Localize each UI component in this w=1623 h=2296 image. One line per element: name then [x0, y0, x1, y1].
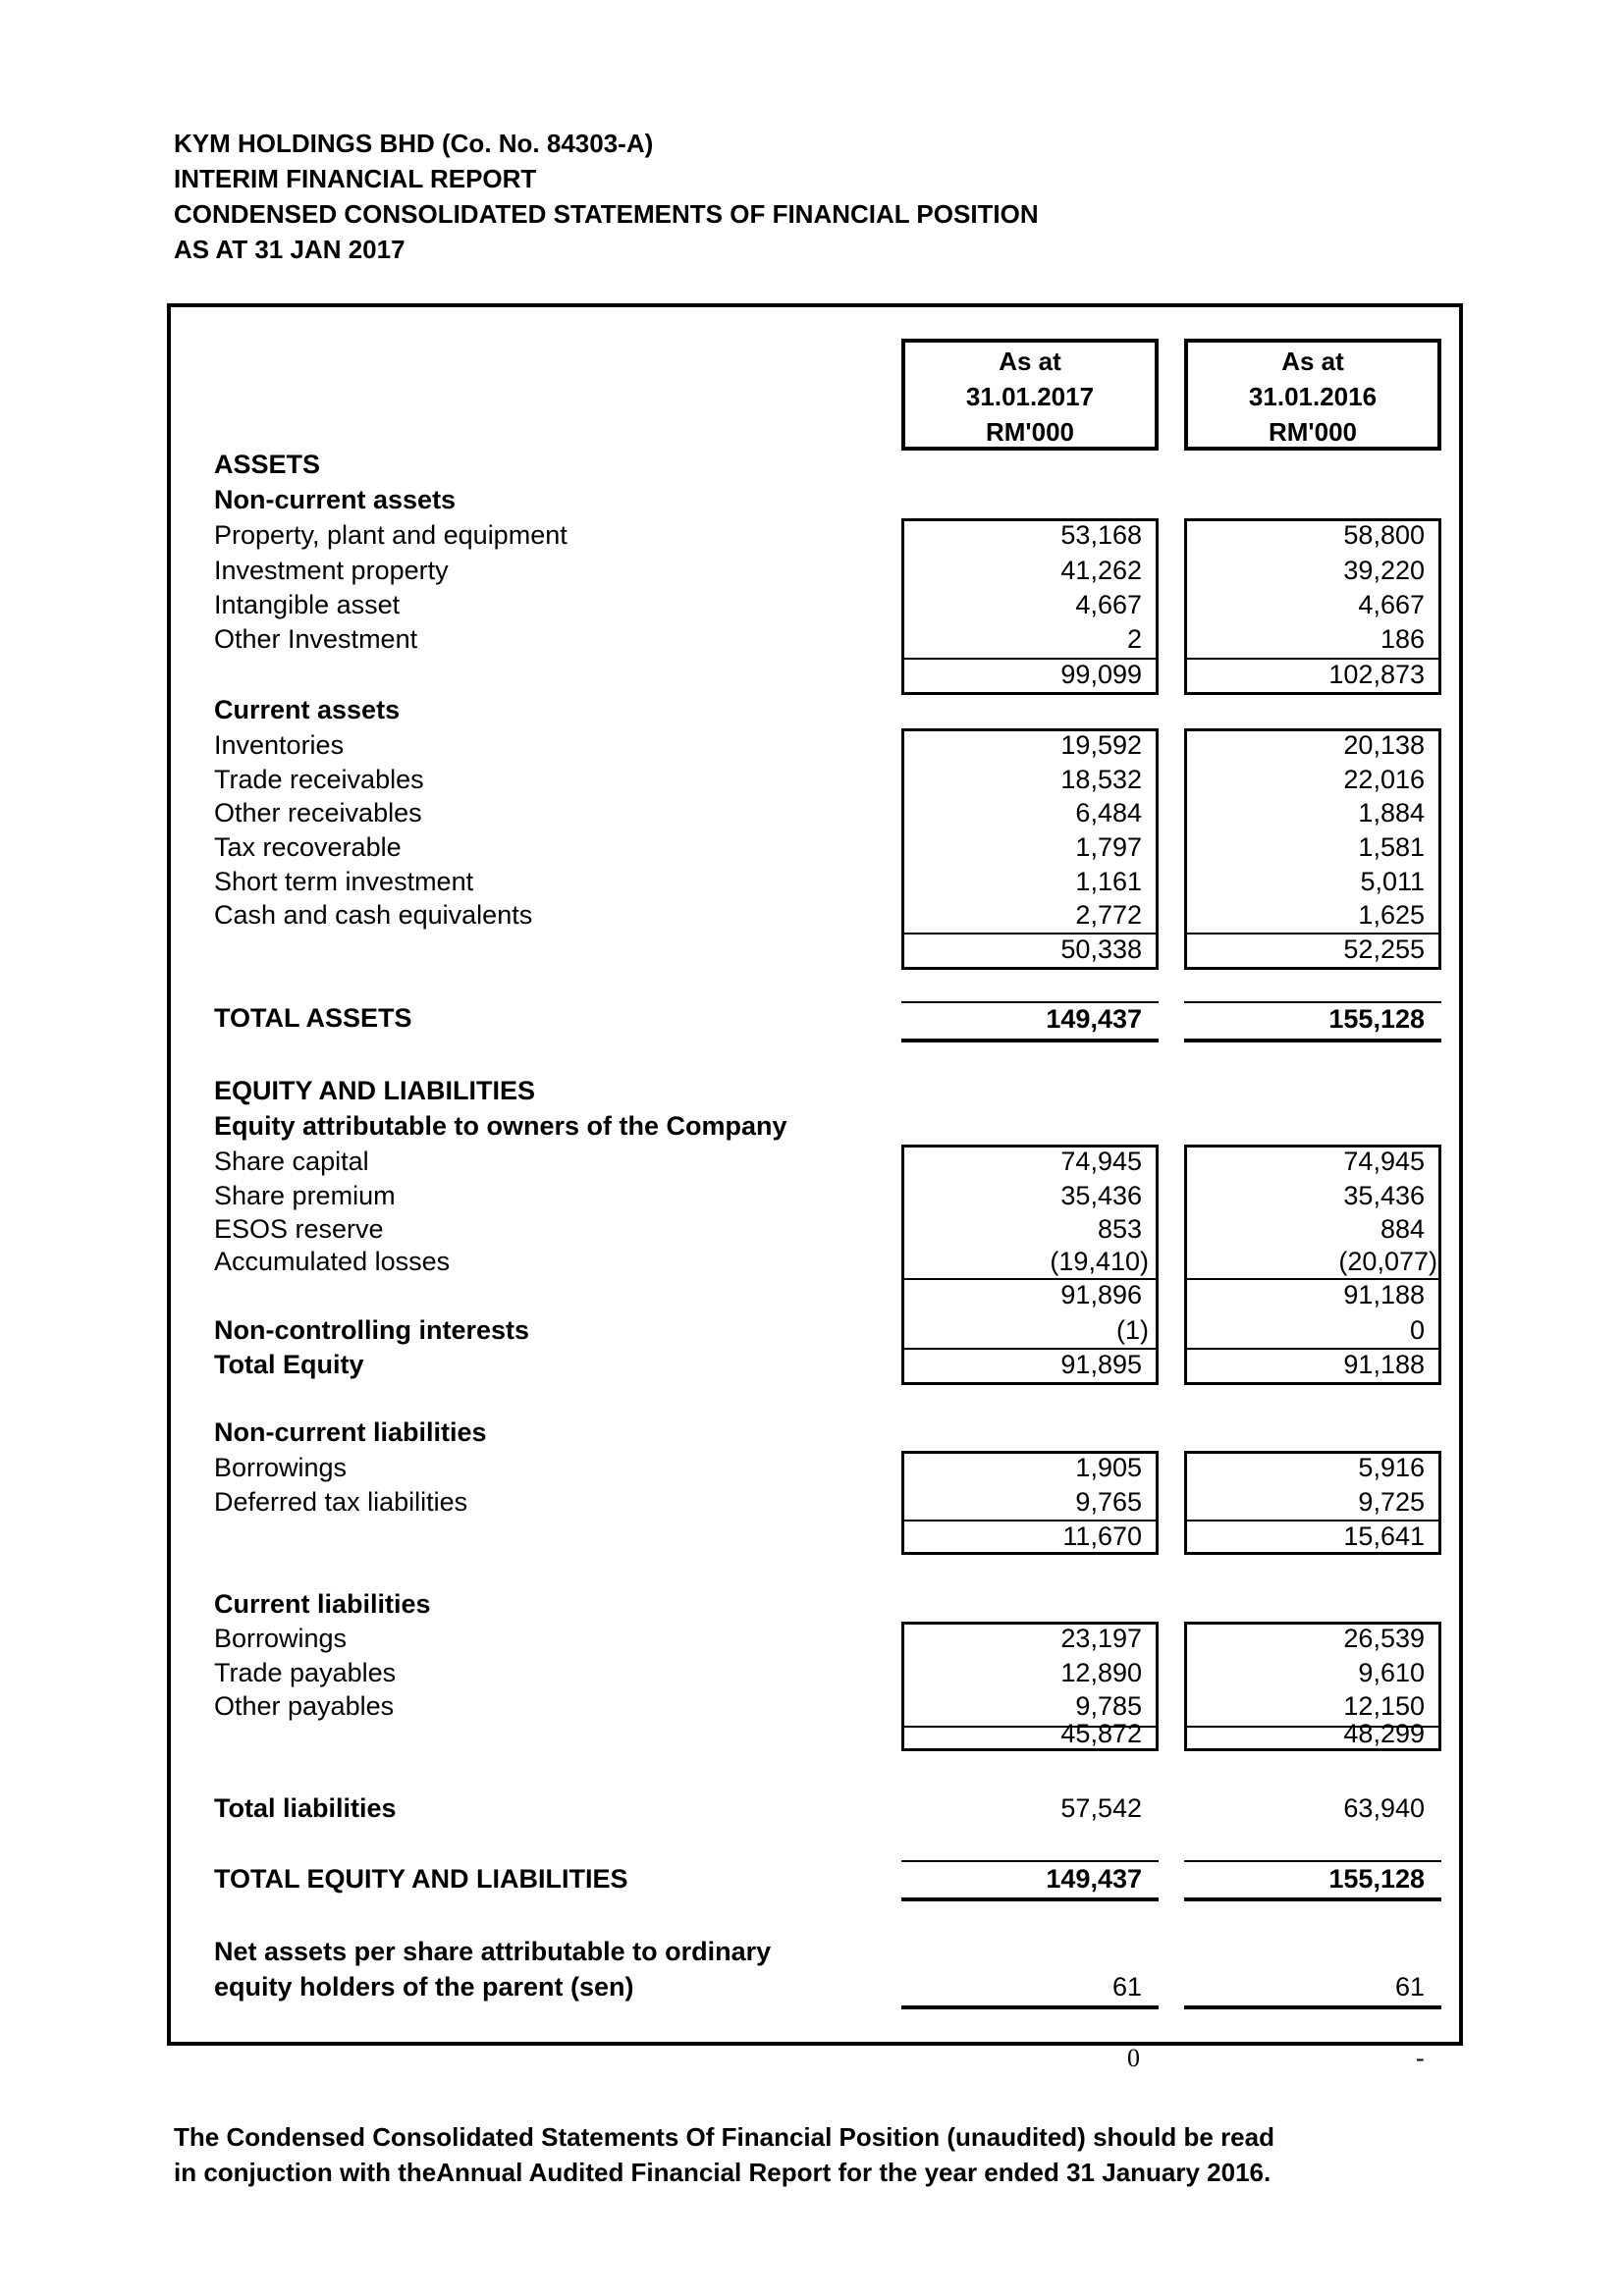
row-label: Other receivables	[214, 798, 422, 828]
row-label: Intangible asset	[214, 590, 401, 619]
row-label: Deferred tax liabilities	[214, 1487, 468, 1517]
value-2016: 884	[1380, 1214, 1425, 1244]
row-label: Other Investment	[214, 624, 418, 654]
column-header-date: 31.01.2016	[1248, 382, 1378, 411]
value-2017: 1,905	[1075, 1453, 1142, 1482]
statement-date: AS AT 31 JAN 2017	[174, 235, 406, 264]
total-2016: 155,128	[1328, 1864, 1425, 1894]
nav-rule	[1184, 2005, 1441, 2009]
value-2017: 23,197	[1060, 1624, 1142, 1653]
row-label: Investment property	[214, 556, 449, 585]
value-2017: 9,765	[1075, 1487, 1142, 1517]
value-2016: 22,016	[1343, 765, 1425, 794]
row-label: Share premium	[214, 1181, 396, 1210]
value-2017: 19,592	[1060, 730, 1142, 760]
subtotal-2016: 15,641	[1343, 1522, 1425, 1551]
value-2017: (19,410)	[1050, 1247, 1149, 1276]
row-label: Borrowings	[214, 1453, 348, 1482]
value-2016: 1,581	[1358, 832, 1425, 862]
subtotal-2017: 45,872	[1060, 1719, 1142, 1748]
check-mark-left: 0	[1127, 2044, 1140, 2072]
value-2016: 0	[1409, 1315, 1425, 1345]
value-2017: (1)	[1116, 1315, 1149, 1345]
report-company-line: KYM HOLDINGS BHD (Co. No. 84303-A)	[174, 129, 654, 158]
nav-rule	[901, 2005, 1159, 2009]
row-label: Net assets per share attributable to ordinary	[214, 1937, 772, 1966]
row-label: Cash and cash equivalents	[214, 900, 533, 930]
row-label: Non-current assets	[214, 485, 457, 514]
column-header-date: 31.01.2017	[965, 382, 1095, 411]
row-label: Inventories	[214, 730, 345, 760]
subtotal-2016: 52,255	[1343, 934, 1425, 964]
row-label: Short term investment	[214, 867, 474, 896]
value-2017: 6,484	[1075, 798, 1142, 828]
value-2017: 4,667	[1075, 590, 1142, 619]
column-header-unit: RM'000	[1269, 417, 1357, 447]
value-2016: 74,945	[1343, 1147, 1425, 1176]
value-2016: 35,436	[1343, 1181, 1425, 1210]
statement-title: CONDENSED CONSOLIDATED STATEMENTS OF FINANCIAL POSITION	[174, 199, 1039, 229]
value-2016: 26,539	[1343, 1624, 1425, 1653]
row-label: Share capital	[214, 1147, 369, 1176]
row-label: Borrowings	[214, 1624, 348, 1653]
value-2016: 58,800	[1343, 520, 1425, 550]
value-2017: 57,542	[1060, 1793, 1142, 1823]
total-2017: 149,437	[1046, 1004, 1142, 1034]
row-label: TOTAL ASSETS	[214, 1003, 412, 1033]
subtotal-2017: 91,895	[1060, 1350, 1142, 1379]
row-label: EQUITY AND LIABILITIES	[214, 1076, 536, 1105]
value-2017: 1,797	[1075, 832, 1142, 862]
row-label: ASSETS	[214, 450, 321, 479]
value-2016: 186	[1380, 624, 1425, 654]
total-2016: 155,128	[1328, 1004, 1425, 1034]
subtotal-2016: 91,188	[1343, 1350, 1425, 1379]
row-label: Trade payables	[214, 1658, 397, 1687]
value-2016: 1,884	[1358, 798, 1425, 828]
row-label: Total liabilities	[214, 1793, 397, 1823]
row-label: Non-current liabilities	[214, 1417, 487, 1447]
value-2016: 63,940	[1343, 1793, 1425, 1823]
column-header-2017	[901, 339, 1159, 451]
footnote-line-2: in conjuction with theAnnual Audited Financial Report for the year ended 31 January 2016.	[174, 2158, 1271, 2187]
row-label: Other payables	[214, 1691, 395, 1721]
value-2016: 9,725	[1358, 1487, 1425, 1517]
value-2016: 61	[1394, 1972, 1425, 2002]
value-2017: 1,161	[1075, 867, 1142, 896]
value-2017: 18,532	[1060, 765, 1142, 794]
value-2017: 9,785	[1075, 1691, 1142, 1721]
subtotal-2017: 99,099	[1060, 660, 1142, 689]
subtotal-2016: 102,873	[1328, 660, 1425, 689]
row-label: Accumulated losses	[214, 1247, 451, 1276]
row-label: Tax recoverable	[214, 832, 402, 862]
value-2017: 2	[1126, 624, 1142, 654]
value-2016: 1,625	[1358, 900, 1425, 930]
footnote-line-1: The Condensed Consolidated Statements Of Financial Position (unaudited) should be read	[174, 2122, 1274, 2152]
value-2016: 5,011	[1360, 867, 1425, 896]
value-2017: 41,262	[1060, 556, 1142, 585]
value-2017: 35,436	[1060, 1181, 1142, 1210]
column-header-2016	[1184, 339, 1441, 451]
value-2017: 12,890	[1060, 1658, 1142, 1687]
column-header-unit: RM'000	[986, 417, 1074, 447]
row-label: Current assets	[214, 695, 401, 724]
value-2016: 12,150	[1343, 1691, 1425, 1721]
subtotal-2016: 91,188	[1343, 1280, 1425, 1309]
row-label: Equity attributable to owners of the Company	[214, 1111, 787, 1141]
row-label: TOTAL EQUITY AND LIABILITIES	[214, 1864, 628, 1894]
subtotal-2017: 50,338	[1060, 934, 1142, 964]
row-label: equity holders of the parent (sen)	[214, 1972, 634, 2002]
value-2016: 39,220	[1343, 556, 1425, 585]
row-label: Total Equity	[214, 1350, 364, 1379]
row-label: Trade receivables	[214, 765, 424, 794]
value-2016: 5,916	[1358, 1453, 1425, 1482]
row-label: Non-controlling interests	[214, 1315, 530, 1345]
row-label: ESOS reserve	[214, 1214, 384, 1244]
subtotal-2016: 48,299	[1343, 1719, 1425, 1748]
value-2016: (20,077)	[1338, 1247, 1437, 1276]
subtotal-2017: 91,896	[1060, 1280, 1142, 1309]
row-label: Current liabilities	[214, 1589, 431, 1619]
value-2017: 61	[1111, 1972, 1142, 2002]
subtotal-2017: 11,670	[1062, 1522, 1142, 1551]
value-2017: 53,168	[1060, 520, 1142, 550]
row-label: Property, plant and equipment	[214, 520, 568, 550]
total-bottom-rule	[1184, 1897, 1441, 1901]
value-2016: 20,138	[1343, 730, 1425, 760]
column-header-line: As at	[999, 347, 1061, 376]
total-bottom-rule	[901, 1039, 1159, 1042]
value-2016: 9,610	[1358, 1658, 1425, 1687]
value-2017: 853	[1097, 1214, 1142, 1244]
column-header-line: As at	[1281, 347, 1344, 376]
value-2016: 4,667	[1358, 590, 1425, 619]
report-type-line: INTERIM FINANCIAL REPORT	[174, 164, 537, 193]
check-mark-right: -	[1416, 2044, 1425, 2072]
value-2017: 2,772	[1075, 900, 1142, 930]
total-bottom-rule	[1184, 1039, 1441, 1042]
value-2017: 74,945	[1060, 1147, 1142, 1176]
total-2017: 149,437	[1046, 1864, 1142, 1894]
total-bottom-rule	[901, 1897, 1159, 1901]
